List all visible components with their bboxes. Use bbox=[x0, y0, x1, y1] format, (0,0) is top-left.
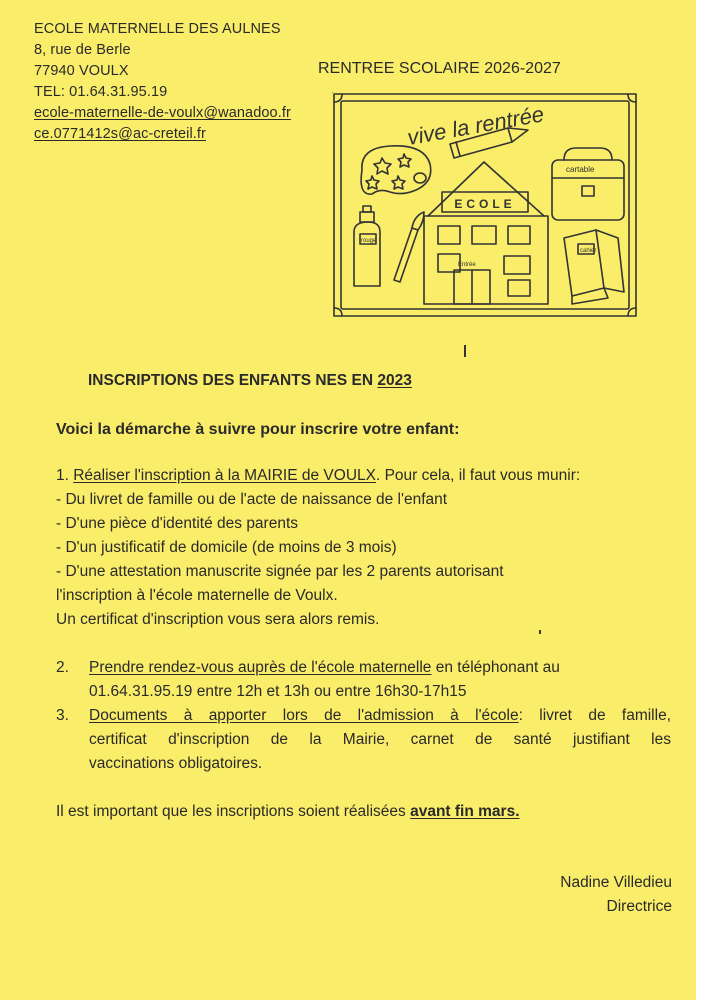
paint-tube-label: rouge bbox=[361, 238, 377, 244]
step-1-item: l'inscription à l'école maternelle de Voulx. bbox=[56, 587, 338, 604]
step-3-number: 3. bbox=[56, 707, 69, 724]
step-1-note: Un certificat d'inscription vous sera alors remis. bbox=[56, 611, 380, 628]
email-link-academie[interactable]: ce.0771412s@ac-creteil.fr bbox=[34, 126, 206, 142]
step-3-line: certificat d'inscription de la Mairie, carnet de santé justifiant les bbox=[89, 731, 671, 748]
step-2-phone-hours: 01.64.31.95.19 entre 12h et 13h ou entre 16h30-17h15 bbox=[89, 683, 467, 700]
important-note bbox=[56, 802, 520, 822]
step-1-rest: . Pour cela, il faut vous munir: bbox=[375, 467, 581, 484]
address-street: 8, rue de Berle bbox=[34, 42, 131, 58]
step-1-title: Réaliser l'inscription à la MAIRIE de VOULX bbox=[73, 467, 376, 484]
step-1-item: - D'une pièce d'identité des parents bbox=[56, 515, 299, 532]
step-2-number: 2. bbox=[56, 659, 69, 676]
step-2 bbox=[89, 658, 560, 678]
step-1-number: 1. bbox=[56, 467, 74, 484]
paint-tube-icon bbox=[354, 206, 380, 286]
email-link-wanadoo[interactable]: ecole-maternelle-de-voulx@wanadoo.fr bbox=[34, 105, 291, 121]
phone-number: TEL: 01.64.31.95.19 bbox=[34, 84, 168, 100]
paint-brush-icon bbox=[394, 212, 424, 282]
step-2-title: Prendre rendez-vous auprès de l'école maternelle bbox=[89, 659, 432, 676]
palette-icon bbox=[361, 146, 431, 194]
important-note-text: Il est important que les inscriptions soient réalisées bbox=[56, 803, 411, 820]
step-1-item: - D'une attestation manuscrite signée par les 2 parents autorisant bbox=[56, 563, 504, 580]
schoolbag-label: cartable bbox=[566, 165, 595, 174]
signature-name: Nadine Villedieu bbox=[560, 874, 672, 891]
step-3-rest: : livret de famille, bbox=[518, 707, 671, 724]
important-deadline: avant fin mars. bbox=[410, 803, 520, 820]
rentree-title: RENTREE SCOLAIRE 2026-2027 bbox=[318, 60, 561, 77]
intro-text: Voici la démarche à suivre pour inscrire votre enfant: bbox=[56, 421, 460, 438]
scan-dot bbox=[539, 630, 541, 634]
signature-role: Directrice bbox=[606, 898, 672, 915]
schoolbag-icon bbox=[552, 148, 624, 220]
step-1 bbox=[56, 466, 580, 486]
inscriptions-title-year: 2023 bbox=[377, 372, 412, 389]
step-3-title: Documents à apporter lors de l'admission à l'école bbox=[89, 707, 519, 724]
step-3 bbox=[89, 706, 671, 726]
door-sign-text: Entrée bbox=[458, 262, 476, 268]
school-sign-text: ECOLE bbox=[454, 197, 516, 211]
school-name: ECOLE MATERNELLE DES AULNES bbox=[34, 21, 281, 37]
address-city: 77940 VOULX bbox=[34, 63, 129, 79]
back-to-school-illustration bbox=[332, 92, 638, 318]
step-1-item: - Du livret de famille ou de l'acte de naissance de l'enfant bbox=[56, 491, 448, 508]
step-2-rest: en téléphonant au bbox=[431, 659, 560, 676]
scan-mark bbox=[464, 345, 466, 357]
inscriptions-title bbox=[88, 371, 412, 391]
step-3-line: vaccinations obligatoires. bbox=[89, 755, 263, 772]
banner-vive-la-rentree: vive la rentrée bbox=[405, 101, 546, 150]
step-1-item: - D'un justificatif de domicile (de moins de 3 mois) bbox=[56, 539, 397, 556]
inscriptions-title-text: INSCRIPTIONS DES ENFANTS NES EN bbox=[88, 372, 378, 389]
book-label: cahier bbox=[580, 248, 597, 254]
book-icon bbox=[564, 230, 624, 304]
